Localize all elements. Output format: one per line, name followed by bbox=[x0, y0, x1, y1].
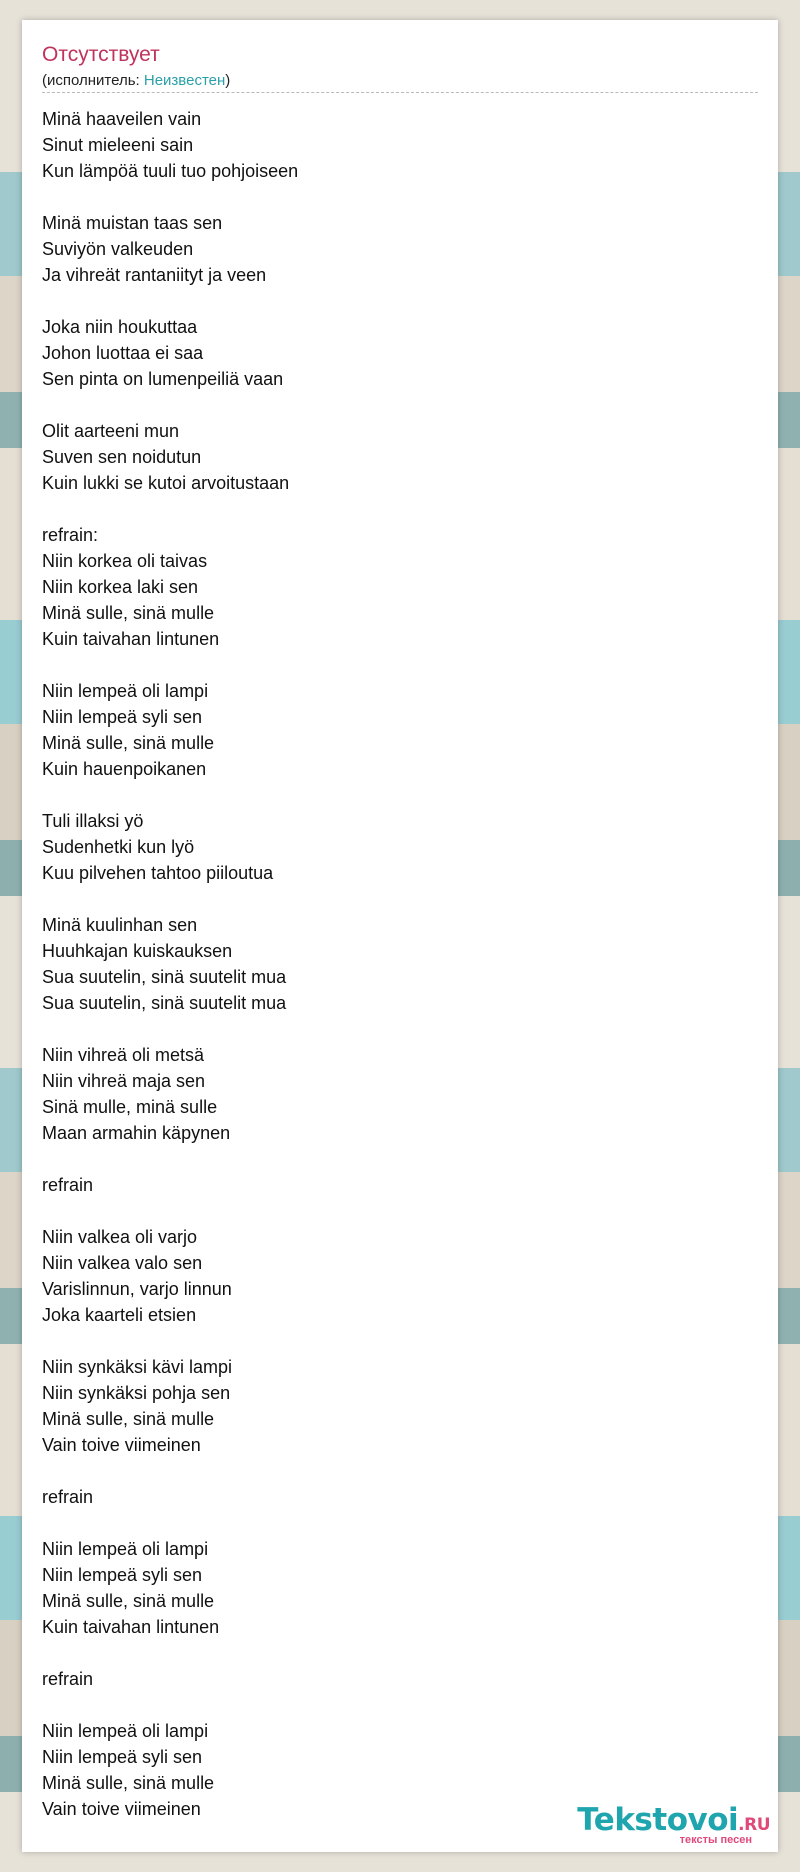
lyric-line: Kuu pilvehen tahtoo piiloutua bbox=[42, 863, 274, 883]
logo-name: Tekstovoi bbox=[577, 1802, 739, 1838]
artist-link[interactable]: Неизвестен bbox=[143, 72, 226, 89]
lyric-line: Tuli illaksi yö bbox=[42, 811, 144, 831]
stanza-gap bbox=[42, 652, 298, 678]
lyrics-text bbox=[42, 106, 298, 1822]
lyric-line: Joka niin houkuttaa bbox=[42, 317, 198, 337]
stanza-gap bbox=[42, 1146, 298, 1172]
lyric-line: Maan armahin käpynen bbox=[42, 1123, 231, 1143]
logo-tagline: тексты песен bbox=[679, 1834, 752, 1846]
lyric-line: Minä sulle, sinä mulle bbox=[42, 1409, 215, 1429]
lyric-line: Niin korkea oli taivas bbox=[42, 551, 208, 571]
lyric-line: refrain bbox=[42, 1669, 94, 1689]
dashed-divider bbox=[42, 92, 758, 93]
lyric-line: Minä sulle, sinä mulle bbox=[42, 603, 215, 623]
stanza-gap bbox=[42, 392, 298, 418]
lyric-line: Kuin lukki se kutoi arvoitustaan bbox=[42, 473, 290, 493]
stanza-gap bbox=[42, 1328, 298, 1354]
stanza-gap bbox=[42, 1692, 298, 1718]
lyric-line: Olit aarteeni mun bbox=[42, 421, 180, 441]
lyric-line: Niin valkea oli varjo bbox=[42, 1227, 198, 1247]
stanza-gap bbox=[42, 886, 298, 912]
stanza-gap bbox=[42, 1510, 298, 1536]
lyric-line: Vain toive viimeinen bbox=[42, 1435, 201, 1455]
lyric-line: Minä sulle, sinä mulle bbox=[42, 733, 215, 753]
lyric-line: Sudenhetki kun lyö bbox=[42, 837, 195, 857]
logo-tld: .RU bbox=[738, 1815, 770, 1835]
lyric-line: Minä kuulinhan sen bbox=[42, 915, 198, 935]
lyric-line: Kuin hauenpoikanen bbox=[42, 759, 207, 779]
lyric-line: Kun lämpöä tuuli tuo pohjoiseen bbox=[42, 161, 299, 181]
lyric-line: Minä sulle, sinä mulle bbox=[42, 1591, 215, 1611]
lyrics-card bbox=[22, 20, 778, 1852]
lyric-line: Sua suutelin, sinä suutelit mua bbox=[42, 967, 287, 987]
stanza-gap bbox=[42, 496, 298, 522]
artist-suffix: ) bbox=[225, 72, 231, 89]
lyric-line: Sen pinta on lumenpeiliä vaan bbox=[42, 369, 284, 389]
stanza-gap bbox=[42, 184, 298, 210]
lyric-line: Huuhkajan kuiskauksen bbox=[42, 941, 233, 961]
stanza-gap bbox=[42, 288, 298, 314]
lyric-line: Sua suutelin, sinä suutelit mua bbox=[42, 993, 287, 1013]
lyric-line: Kuin taivahan lintunen bbox=[42, 629, 220, 649]
lyric-line: Sinä mulle, minä sulle bbox=[42, 1097, 218, 1117]
stanza-gap bbox=[42, 782, 298, 808]
lyric-line: Niin vihreä maja sen bbox=[42, 1071, 206, 1091]
lyric-line: Minä sulle, sinä mulle bbox=[42, 1773, 215, 1793]
song-title: Отсутствует bbox=[42, 43, 160, 66]
stanza-gap bbox=[42, 1458, 298, 1484]
lyric-line: Joka kaarteli etsien bbox=[42, 1305, 197, 1325]
stanza-gap bbox=[42, 1198, 298, 1224]
lyric-line: Niin lempeä syli sen bbox=[42, 707, 203, 727]
stanza-gap bbox=[42, 1016, 298, 1042]
lyric-line: Niin lempeä syli sen bbox=[42, 1565, 203, 1585]
lyric-line: Suven sen noidutun bbox=[42, 447, 202, 467]
lyric-line: refrain: bbox=[42, 525, 99, 545]
lyric-line: Niin lempeä oli lampi bbox=[42, 1539, 209, 1559]
lyric-line: Niin vihreä oli metsä bbox=[42, 1045, 205, 1065]
lyric-line: Johon luottaa ei saa bbox=[42, 343, 204, 363]
lyric-line: Suviyön valkeuden bbox=[42, 239, 194, 259]
lyric-line: Niin korkea laki sen bbox=[42, 577, 199, 597]
lyric-line: Varislinnun, varjo linnun bbox=[42, 1279, 232, 1299]
lyric-line: Minä muistan taas sen bbox=[42, 213, 223, 233]
stanza-gap bbox=[42, 1640, 298, 1666]
lyric-line: refrain bbox=[42, 1487, 94, 1507]
lyric-line: Niin synkäksi pohja sen bbox=[42, 1383, 231, 1403]
lyric-line: Kuin taivahan lintunen bbox=[42, 1617, 220, 1637]
lyric-line: Niin synkäksi kävi lampi bbox=[42, 1357, 233, 1377]
lyric-line: Niin lempeä oli lampi bbox=[42, 1721, 209, 1741]
lyric-line: refrain bbox=[42, 1175, 94, 1195]
lyric-line: Ja vihreät rantaniityt ja veen bbox=[42, 265, 267, 285]
artist-prefix: (исполнитель: bbox=[42, 72, 144, 89]
lyric-line: Niin lempeä oli lampi bbox=[42, 681, 209, 701]
lyric-line: Vain toive viimeinen bbox=[42, 1799, 201, 1819]
lyric-line: Sinut mieleeni sain bbox=[42, 135, 194, 155]
lyric-line: Niin valkea valo sen bbox=[42, 1253, 203, 1273]
lyric-line: Minä haaveilen vain bbox=[42, 109, 202, 129]
site-logo[interactable] bbox=[577, 1802, 770, 1846]
artist-line bbox=[42, 72, 230, 89]
lyric-line: Niin lempeä syli sen bbox=[42, 1747, 203, 1767]
